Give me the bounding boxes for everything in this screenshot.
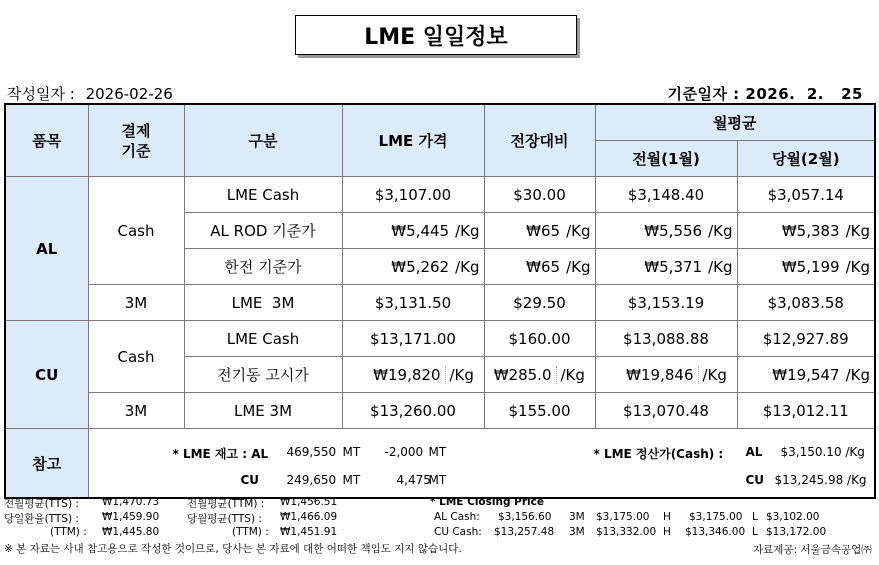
page-title: LME 일일정보 — [295, 15, 577, 55]
al-stock-change-unit: MT — [428, 445, 447, 459]
al-row-name: AL ROD 기준가 — [184, 213, 342, 249]
settle-label: * LME 정산가(Cash) : — [593, 447, 724, 461]
cu-cash: $13,257.48 — [494, 526, 555, 538]
al-rod-change-unit: /Kg — [566, 221, 591, 240]
al-stock: 469,550 — [286, 445, 337, 459]
curr-tts-label: 당월평균(TTS) : — [187, 513, 262, 525]
cu-curr-avg: $12,927.89 — [737, 321, 875, 357]
al-rod-curr — [737, 213, 875, 249]
al-h: $3,175.00 — [689, 511, 743, 523]
al-rod-price-unit: /Kg — [455, 221, 480, 240]
al-3m-label: 3M — [569, 511, 585, 523]
footer — [4, 496, 879, 564]
written-date — [7, 83, 173, 104]
cu-notice-curr-value: ₩19,547 — [772, 365, 840, 384]
provider: 자료제공: 서울금속공업㈜ — [753, 544, 872, 556]
cu-notice-prev-value: ₩19,846 — [626, 365, 694, 384]
prev-tts: ₩1,470.73 — [102, 496, 160, 508]
base-date-value: 2026. 2. 25 — [745, 85, 863, 103]
cu-h-label: H — [663, 526, 671, 538]
written-date-label: 작성일자 : — [7, 85, 75, 103]
al-kepco-prev — [595, 249, 737, 285]
header-settlement: 결제 기준 — [88, 104, 184, 177]
cu-stock: 249,650 — [286, 473, 337, 487]
al-stock-change: -2,000 — [384, 445, 424, 459]
al-rod-curr-value: ₩5,383 — [781, 221, 840, 240]
al-cash-label: Cash — [88, 177, 184, 285]
al-rod-price — [342, 213, 484, 249]
prev-ttm: ₩1,456.51 — [280, 496, 338, 508]
al-rod-curr-unit: /Kg — [845, 221, 871, 240]
written-date-value: 2026-02-26 — [85, 85, 173, 103]
cu-label: CU — [5, 321, 88, 429]
header-this-month: 당월(2월) — [737, 141, 875, 177]
al-row-name: 한전 기준가 — [184, 249, 342, 285]
stock-label: * LME 재고 : AL — [172, 447, 269, 461]
cu-price: $13,171.00 — [342, 321, 484, 357]
al-kepco-price — [342, 249, 484, 285]
cu-notice-change-unit: /Kg — [556, 366, 591, 384]
cu-stock-label: CU — [240, 473, 260, 487]
al-stock-unit: MT — [342, 445, 361, 459]
cu-notice-price-unit: /Kg — [445, 366, 480, 384]
al-kepco-change-unit: /Kg — [566, 257, 591, 276]
cu-l: $13,172.00 — [766, 526, 827, 538]
settle-cu-label: CU — [745, 473, 765, 487]
reference-cell — [88, 429, 875, 499]
header-category: 구분 — [184, 104, 342, 177]
al-3m: $3,175.00 — [596, 511, 650, 523]
al-price: $3,107.00 — [342, 177, 484, 213]
cu-stock-change-unit: MT — [428, 473, 447, 487]
cu-l-label: L — [752, 526, 758, 538]
al-3m-price: $3,131.50 — [342, 285, 484, 321]
curr-ttm-label: (TTM) : — [232, 526, 269, 538]
al-cash: $3,156.60 — [498, 511, 552, 523]
header-monthly-avg: 월평균 — [595, 104, 875, 141]
cu-notice-curr-unit: /Kg — [845, 365, 871, 384]
cu-3m-label: 3M — [569, 526, 585, 538]
cu-notice-prev — [595, 357, 737, 393]
al-h-label: H — [663, 511, 671, 523]
al-3m-prev: $3,153.19 — [595, 285, 737, 321]
al-kepco-change-value: ₩65 — [526, 257, 561, 276]
al-rod-prev — [595, 213, 737, 249]
al-cash-label: AL Cash: — [434, 511, 480, 523]
today-ttm: ₩1,445.80 — [102, 526, 160, 538]
cu-3m-prev: $13,070.48 — [595, 393, 737, 429]
closing-title: * LME Closing Price — [430, 496, 544, 508]
settle-al: $3,150.10 /Kg — [780, 445, 865, 459]
prev-ttm-label: 전월평균(TTM) : — [187, 498, 265, 510]
al-3m-curr: $3,083.58 — [737, 285, 875, 321]
cu-notice-price-value: ₩19,820 — [373, 365, 441, 384]
cu-notice-price — [342, 357, 484, 393]
cu-row-name: LME Cash — [184, 321, 342, 357]
base-date-label: 기준일자 : — [667, 85, 740, 103]
al-kepco-price-value: ₩5,262 — [391, 257, 450, 276]
settle-cu: $13,245.98 /Kg — [774, 473, 867, 487]
al-label: AL — [5, 177, 88, 321]
al-row-name: LME Cash — [184, 177, 342, 213]
cu-cash-label: CU Cash: — [434, 526, 482, 538]
al-rod-prev-unit: /Kg — [708, 221, 733, 240]
al-kepco-change — [484, 249, 595, 285]
today-ttm-label: (TTM) : — [50, 526, 87, 538]
al-3m-change: $29.50 — [484, 285, 595, 321]
cu-h: $13,346.00 — [685, 526, 746, 538]
cu-3m: $13,332.00 — [596, 526, 657, 538]
cu-notice-curr — [737, 357, 875, 393]
curr-tts: ₩1,466.09 — [280, 511, 338, 523]
al-kepco-curr-unit: /Kg — [845, 257, 871, 276]
today-tts-label: 당일환율(TTS) : — [4, 513, 79, 525]
disclaimer: ※ 본 자료는 사내 참고용으로 작성한 것이므로, 당사는 본 자료에 대한 어떠한 책임도 지지 않습니다. — [4, 543, 462, 555]
al-curr-avg: $3,057.14 — [737, 177, 875, 213]
al-l: $3,102.00 — [766, 511, 820, 523]
lme-table — [4, 103, 876, 499]
header-price: LME 가격 — [342, 104, 484, 177]
cu-prev-avg: $13,088.88 — [595, 321, 737, 357]
al-prev-avg: $3,148.40 — [595, 177, 737, 213]
al-3m-label: 3M — [88, 285, 184, 321]
cu-row-name: LME 3M — [184, 393, 342, 429]
cu-stock-unit: MT — [342, 473, 361, 487]
al-kepco-curr-value: ₩5,199 — [781, 257, 840, 276]
cu-notice-change — [484, 357, 595, 393]
al-rod-change — [484, 213, 595, 249]
cu-change: $160.00 — [484, 321, 595, 357]
settle-al-label: AL — [745, 445, 763, 459]
cu-3m-label: 3M — [88, 393, 184, 429]
cu-3m-curr: $13,012.11 — [737, 393, 875, 429]
cu-notice-prev-unit: /Kg — [698, 366, 733, 384]
reference-label: 참고 — [5, 429, 88, 499]
al-kepco-prev-value: ₩5,371 — [644, 257, 703, 276]
header-change: 전장대비 — [484, 104, 595, 177]
prev-tts-label: 전월평균(TTS) : — [4, 498, 79, 510]
al-kepco-curr — [737, 249, 875, 285]
cu-notice-change-value: ₩285.0 — [493, 365, 552, 384]
al-l-label: L — [752, 511, 758, 523]
cu-3m-price: $13,260.00 — [342, 393, 484, 429]
curr-ttm: ₩1,451.91 — [280, 526, 338, 538]
header-item: 품목 — [5, 104, 88, 177]
al-change: $30.00 — [484, 177, 595, 213]
cu-3m-change: $155.00 — [484, 393, 595, 429]
header-prev-month: 전월(1월) — [595, 141, 737, 177]
al-rod-price-value: ₩5,445 — [391, 221, 450, 240]
al-rod-change-value: ₩65 — [526, 221, 561, 240]
base-date — [668, 83, 864, 104]
al-row-name: LME 3M — [184, 285, 342, 321]
today-tts: ₩1,459.90 — [102, 511, 160, 523]
cu-stock-change: 4,475 — [396, 473, 431, 487]
al-kepco-prev-unit: /Kg — [708, 257, 733, 276]
cu-row-name: 전기동 고시가 — [184, 357, 342, 393]
al-rod-prev-value: ₩5,556 — [644, 221, 703, 240]
al-kepco-price-unit: /Kg — [455, 257, 480, 276]
cu-cash-label: Cash — [88, 321, 184, 393]
